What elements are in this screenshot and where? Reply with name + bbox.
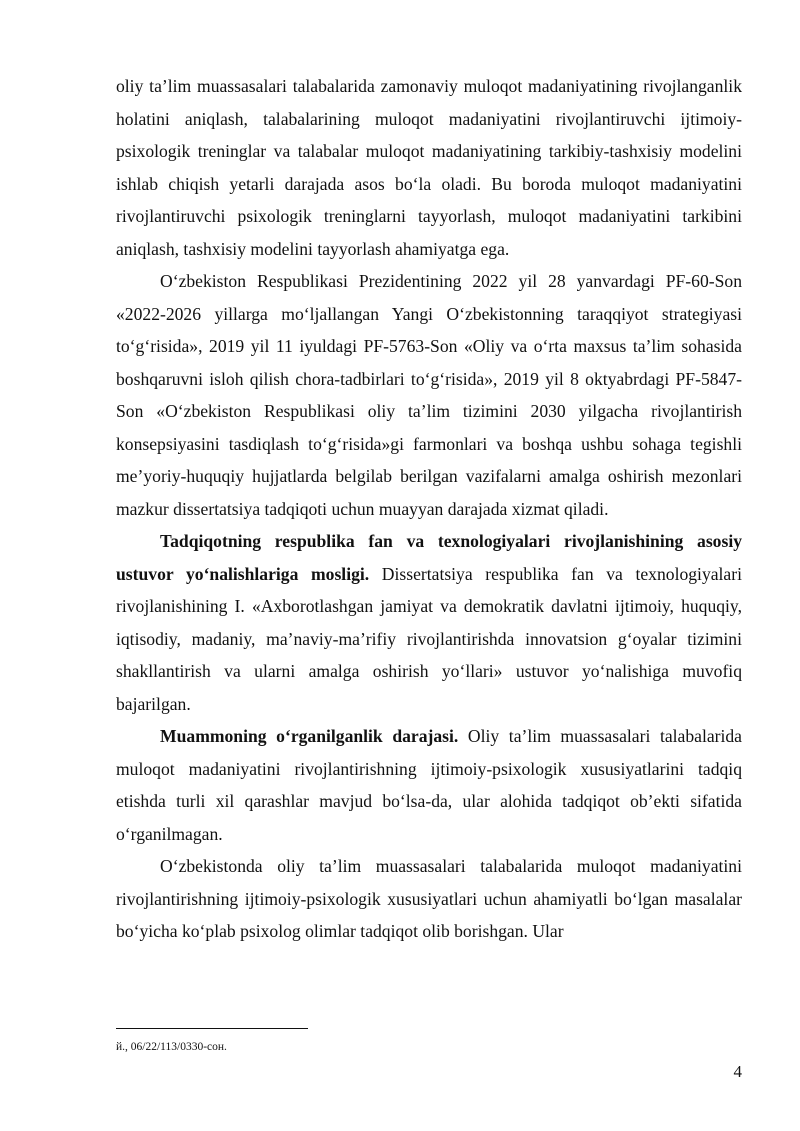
footnote-divider <box>116 1028 308 1029</box>
paragraph-study-degree <box>116 720 742 850</box>
body-text <box>116 70 742 948</box>
paragraph-research-priority-text: Dissertatsiya respublika fan va texnologiyalari rivojlanishining I. «Axborotlashgan jamiyat va demokratik davlatni ijtimoiy, huquqiy, iqtisodiy, madaniy, ma’naviy-ma’rifiy rivojlantirishda innovatsion g‘oyalar tizimini shakllantirish va ularni amalga oshirish yo‘llari» ustuvor yo‘nalishiga muvofiq bajarilgan. <box>116 563 742 714</box>
section-heading-research-priority: Tadqiqotning respublika fan va texnologiyalari rivojlanishining asosiy ustuvor yo‘nalishlariga mosligi. <box>116 531 742 584</box>
paragraph-legal-basis: O‘zbekiston Respublikasi Prezidentining 2022 yil 28 yanvardagi PF-60-Son «2022-2026 yillarga mo‘ljallangan Yangi O‘zbekistonning taraqqiyot strategiyasi to‘g‘risida», 2019 yil 11 iyuldagi PF-5763-Son «Oliy va o‘rta maxsus ta’lim sohasida boshqaruvni isloh qilish chora-tadbirlari to‘g‘risida», 2019 yil 8 oktyabrdagi PF-5847-Son «O‘zbekiston Respublikasi oliy ta’lim tizimini 2030 yilgacha rivojlantirish konsepsiyasini tasdiqlash to‘g‘risida»gi farmonlari va boshqa ushbu sohaga tegishli me’yoriy-huquqiy hujjatlarda belgilab berilgan vazifalarni amalga oshirish mezonlari mazkur dissertatsiya tadqiqoti uchun muayyan darajada xizmat qiladi. <box>116 271 742 519</box>
section-heading-study-degree: Muammoning o‘rganilganlik darajasi. <box>160 726 459 746</box>
paragraph-research-priority <box>116 525 742 720</box>
page-number: 4 <box>733 1062 742 1081</box>
paragraph-uzbekistan-research: O‘zbekistonda oliy ta’lim muassasalari talabalarida muloqot madaniyatini rivojlantirishning ijtimoiy-psixologik xususiyatlari uchun ahamiyatli bo‘lgan masalalar bo‘yicha ko‘plab psixolog olimlar tadqiqot olib borishgan. Ular <box>116 856 742 941</box>
paragraph-study-degree-text: Oliy ta’lim muassasalari talabalarida muloqot madaniyatini rivojlantirishning ijtimoiy-psixologik xususiyatlarini tadqiq etishda turli xil qarashlar mavjud bo‘lsa-da, ular alohida tadqiqot ob’ekti sifatida o‘rganilmagan. <box>116 726 742 844</box>
footnote-text: й., 06/22/113/0330-сон. <box>116 1041 227 1053</box>
paragraph-continuation: oliy ta’lim muassasalari talabalarida zamonaviy muloqot madaniyatining rivojlanganlik holatini aniqlash, talabalarining muloqot madaniyatini rivojlantiruvchi ijtimoiy-psixologik treninglar va talabalar muloqot madaniyatining tarkibiy-tashxisiy modelini ishlab chiqish yetarli darajada asos bo‘la oladi. Bu boroda muloqot madaniyatini rivojlantiruvchi psixologik treninglarni tayyorlash, muloqot madaniyatini tarkibini aniqlash, tashxisiy modelini tayyorlash ahamiyatga ega. <box>116 76 742 259</box>
